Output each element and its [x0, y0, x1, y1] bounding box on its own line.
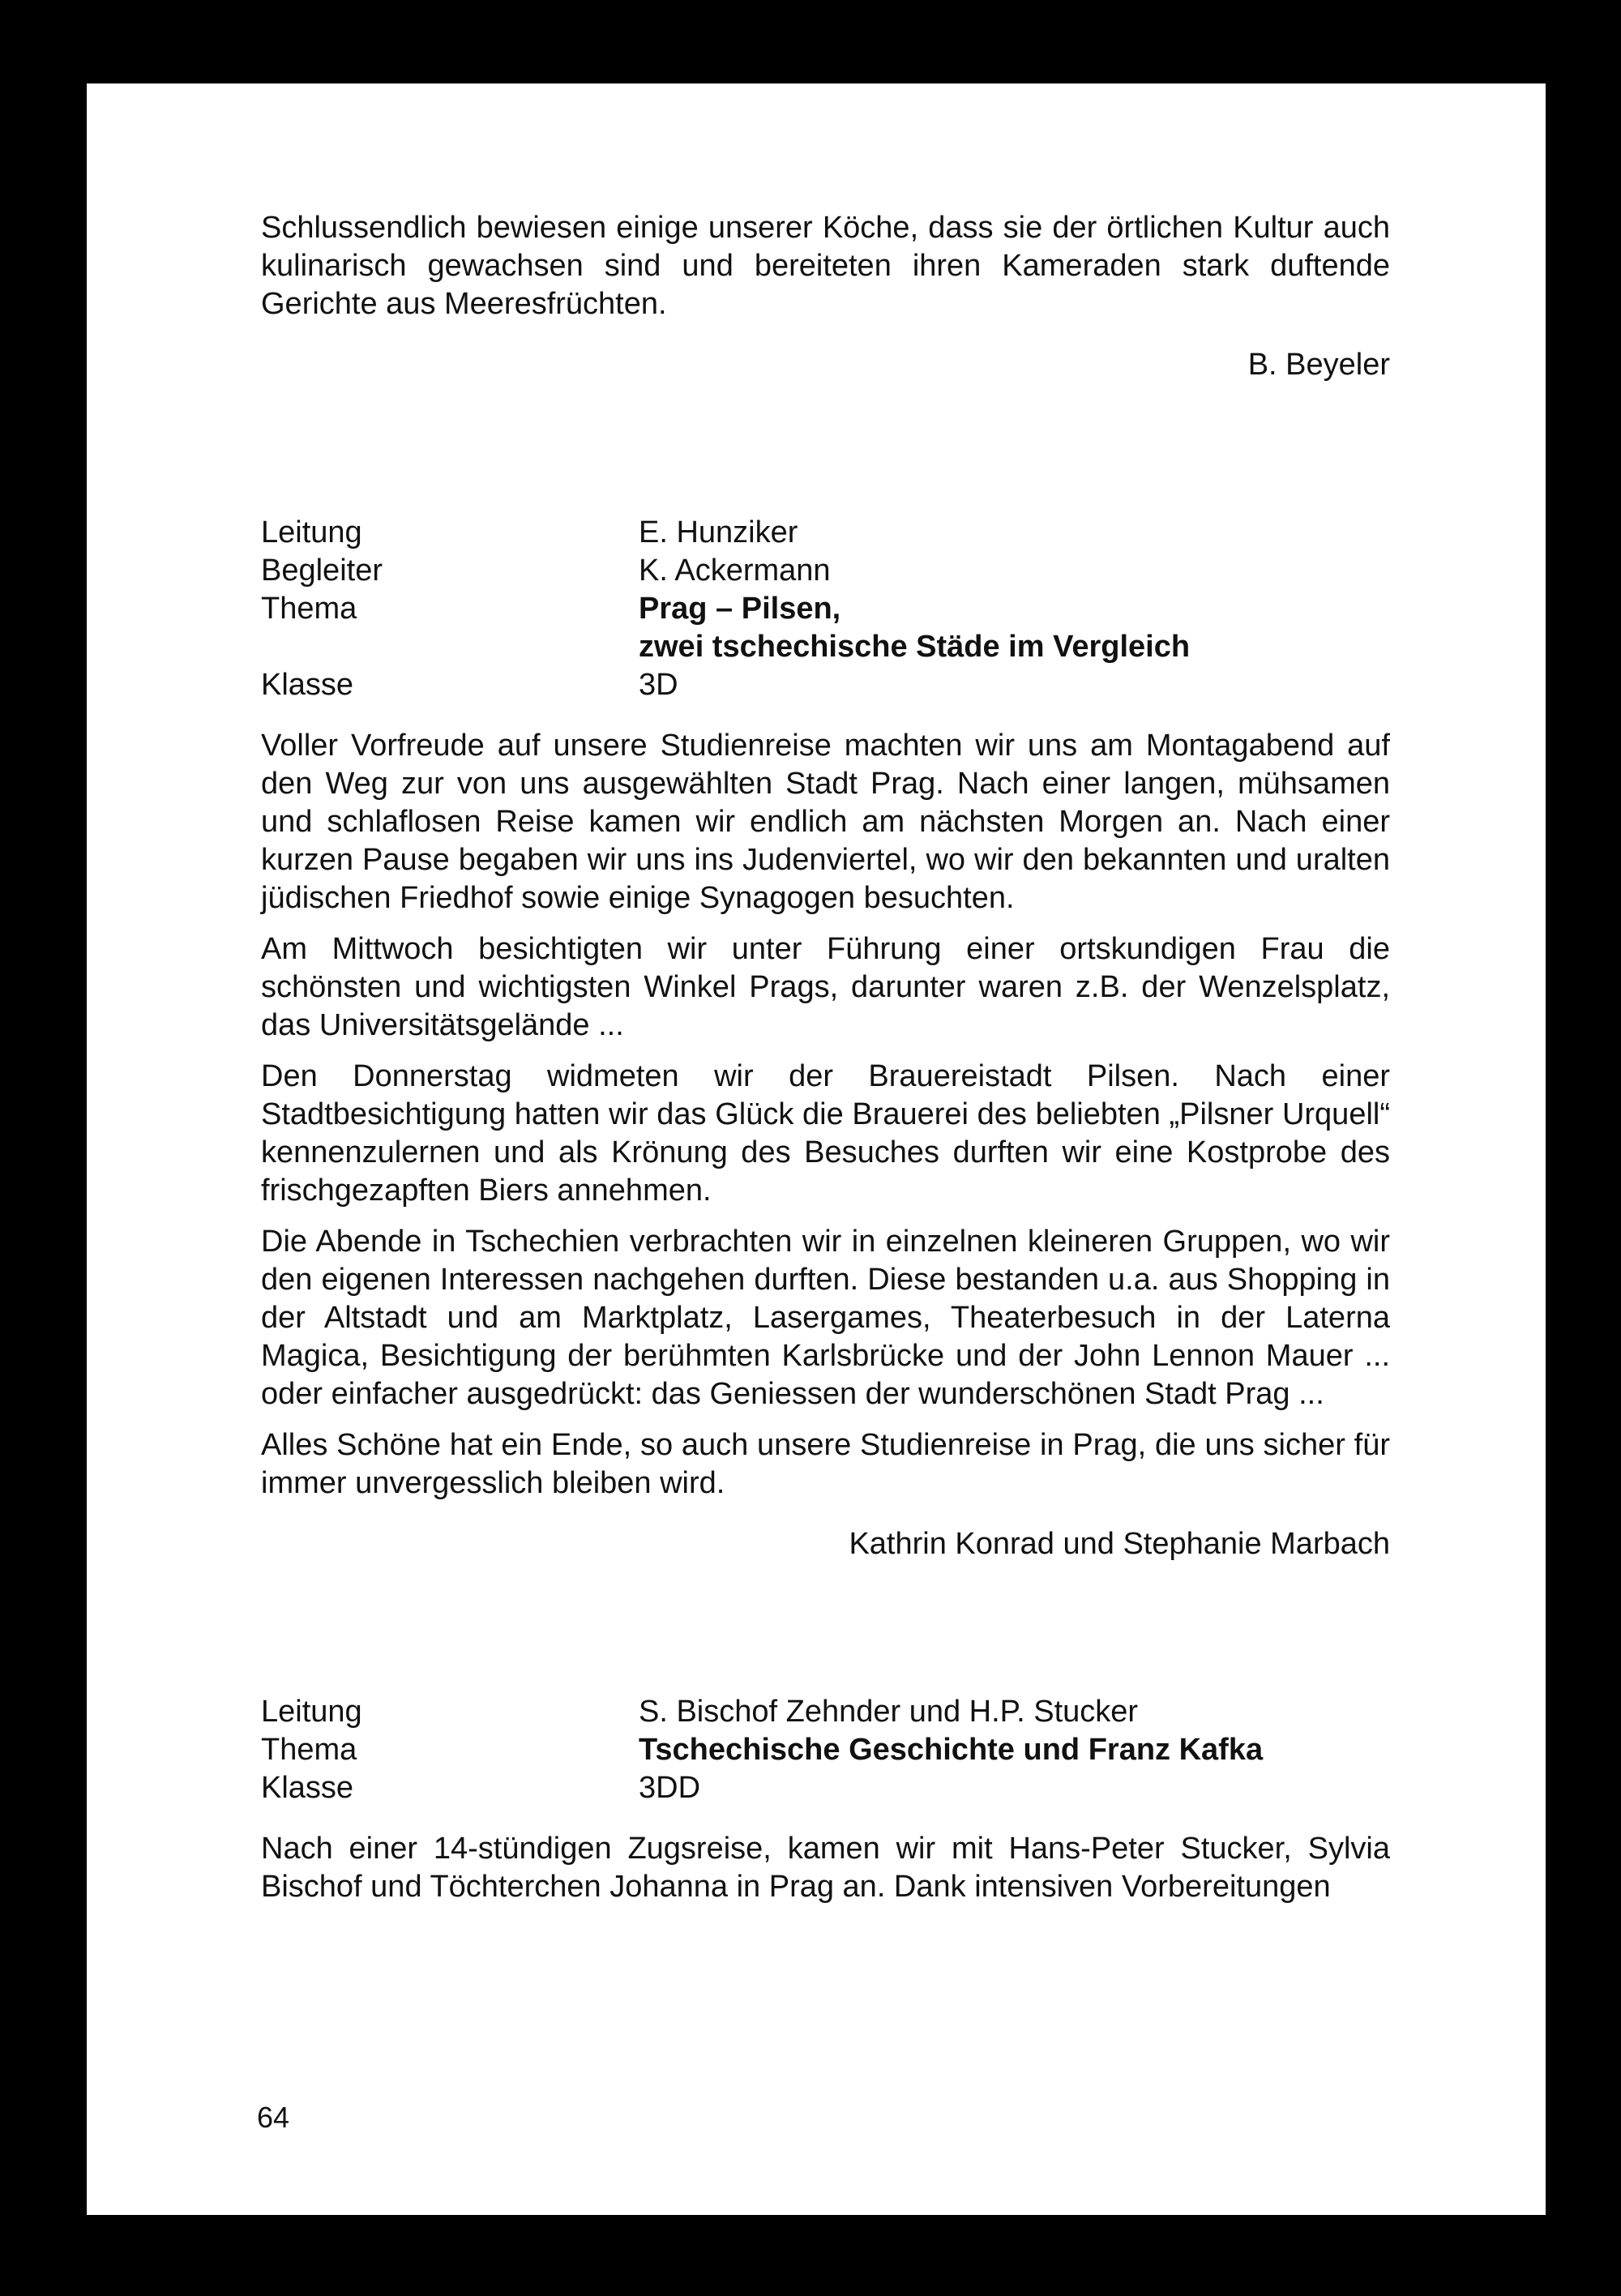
section2-begleiter-label: Begleiter	[261, 554, 383, 588]
section2-meta	[261, 514, 1390, 704]
section3-klasse-value: 3DD	[639, 1771, 701, 1805]
page-content	[261, 209, 1390, 1906]
section2-paragraph: Die Abende in Tschechien verbrachten wir in einzelnen kleineren Gruppen, wo wir den eigenen Interessen nachgehen durften. Diese bestanden u.a. aus Shopping in der Altstadt und am Marktplatz, Lasergames, Theaterbesuch in der Laterna Magica, Besichtigung der berühmten Karlsbrücke und der John Lennon Mauer ... oder einfacher ausgedrückt: das Geniessen der wunderschönen Stadt Prag ...	[261, 1225, 1390, 1411]
section2-thema-line2: zwei tschechische Städe im Vergleich	[639, 630, 1191, 664]
section2-klasse-label: Klasse	[261, 668, 354, 702]
section2-paragraph: Am Mittwoch besichtigten wir unter Führung einer ortskundigen Frau die schönsten und wichtigsten Winkel Prags, darunter waren z.B. der Wenzelsplatz, das Universitätsgelände ...	[261, 932, 1390, 1042]
section3-thema-value: Tschechische Geschichte und Franz Kafka	[639, 1733, 1264, 1767]
section3-paragraph: Nach einer 14-stündigen Zugsreise, kamen wir mit Hans-Peter Stucker, Sylvia Bischof und Töchterchen Johanna in Prag an. Dank intensiven Vorbereitungen	[261, 1832, 1390, 1904]
section2-paragraph: Alles Schöne hat ein Ende, so auch unsere Studienreise in Prag, die uns sicher für immer unvergesslich bleiben wird.	[261, 1428, 1390, 1500]
section2-leitung-label: Leitung	[261, 515, 362, 549]
section3-thema-label: Thema	[261, 1733, 357, 1767]
section1-paragraph: Schlussendlich bewiesen einige unserer Köche, dass sie der örtlichen Kultur auch kulinarisch gewachsen sind und bereiteten ihren Kameraden stark duftende Gerichte aus Meeresfrüchten.	[261, 211, 1390, 321]
section2-thema-label: Thema	[261, 592, 357, 626]
section2-klasse-value: 3D	[639, 668, 678, 702]
document-page	[87, 83, 1546, 2215]
section2-paragraph: Voller Vorfreude auf unsere Studienreise machten wir uns am Montagabend auf den Weg zur von uns ausgewählten Stadt Prag. Nach einer langen, mühsamen und schlaflosen Reise kamen wir endlich am nächsten Morgen an. Nach einer kurzen Pause begaben wir uns ins Judenviertel, wo wir den bekannten und uralten jüdischen Friedhof sowie einige Synagogen besuchten.	[261, 729, 1390, 915]
section2-paragraph: Den Donnerstag widmeten wir der Brauereistadt Pilsen. Nach einer Stadtbesichtigung hatten wir das Glück die Brauerei des beliebten „Pilsner Urquell“ kennenzulernen und als Krönung des Besuches durften wir eine Kostprobe des frischgezapften Biers annehmen.	[261, 1059, 1390, 1208]
section3-meta	[261, 1693, 1390, 1807]
section3-klasse-label: Klasse	[261, 1771, 354, 1805]
section3-leitung-label: Leitung	[261, 1695, 362, 1729]
page-number: 64	[257, 2101, 290, 2134]
section1-author: B. Beyeler	[1247, 348, 1390, 382]
section2-begleiter-value: K. Ackermann	[639, 554, 831, 588]
section2-author: Kathrin Konrad und Stephanie Marbach	[849, 1527, 1390, 1561]
section2-thema-spacer	[261, 628, 639, 666]
section2-thema-line1: Prag – Pilsen,	[639, 592, 841, 626]
section3-leitung-value: S. Bischof Zehnder und H.P. Stucker	[639, 1695, 1139, 1729]
section2-leitung-value: E. Hunziker	[639, 515, 798, 549]
